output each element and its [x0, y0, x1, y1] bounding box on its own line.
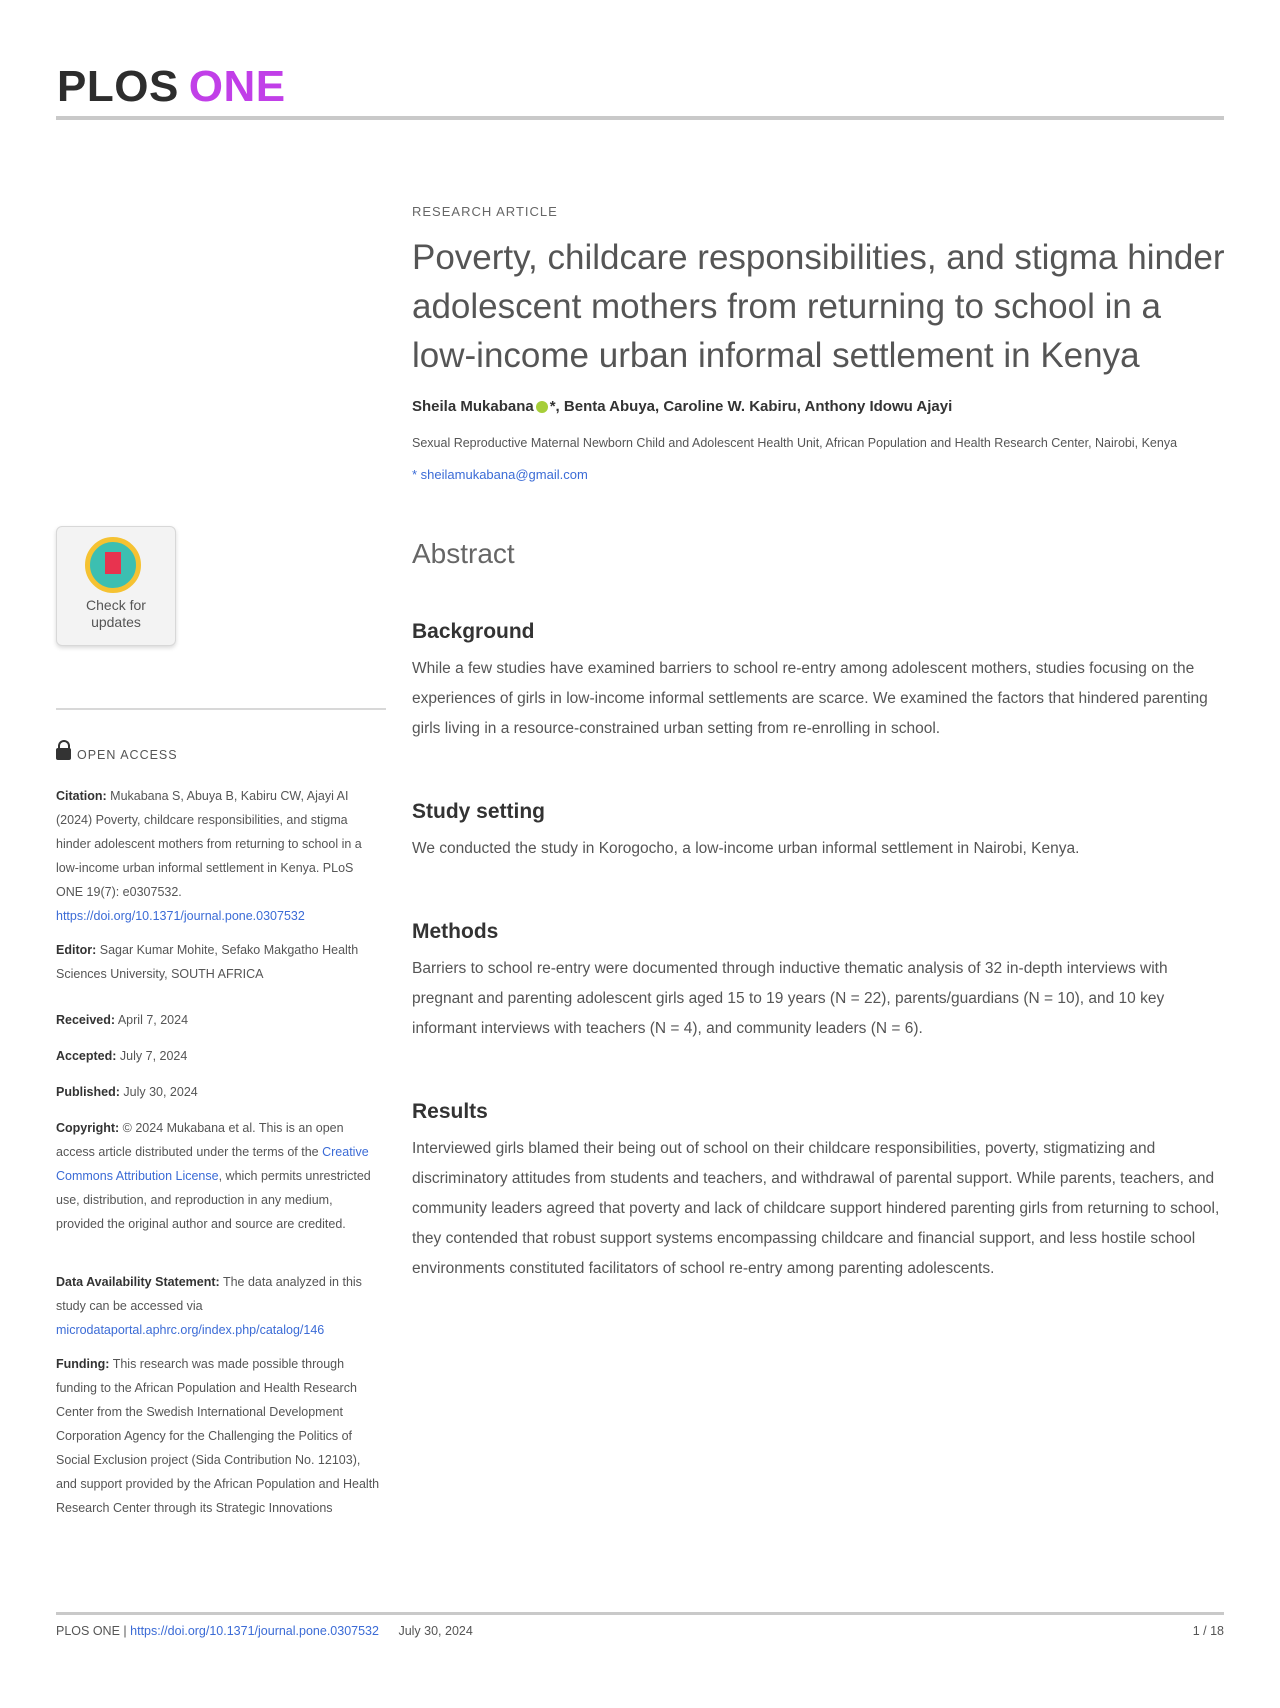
- background-text: While a few studies have examined barriers to school re-entry among adolescent mothers, studies focusing on the experiences of girls in low-income informal settlements are scarce. We examined the factors that hindered parenting girls living in a resource-constrained urban setting from re-enrolling in school.: [412, 660, 1208, 737]
- citation-text: Mukabana S, Abuya B, Kabiru CW, Ajayi AI (2024) Poverty, childcare responsibilities, and stigma hinder adolescent mothers from returning to school in a low-income urban informal settlement in Kenya. PLoS ONE 19(7): e0307532.: [56, 789, 362, 899]
- published-label: Published:: [56, 1085, 120, 1099]
- data-availability-text: The data analyzed in this study can be accessed via: [56, 1275, 362, 1313]
- received-label: Received:: [56, 1013, 116, 1027]
- received-date: April 7, 2024: [115, 1013, 189, 1027]
- data-availability-block: [56, 1270, 382, 1342]
- article-type: RESEARCH ARTICLE: [412, 204, 558, 219]
- abstract-heading: Abstract: [412, 538, 515, 569]
- badge-line2: updates: [91, 614, 141, 630]
- affiliation: Sexual Reproductive Maternal Newborn Child and Adolescent Health Unit, African Population and Health Research Center, Nairobi, Kenya: [412, 436, 1178, 450]
- results-text: Interviewed girls blamed their being out of school on their childcare responsibilities, poverty, stigmatizing and discriminatory attitudes from students and teachers, and withdrawal of parental support. While parents, teachers, and community leaders agreed that poverty and lack of childcare support hindered parenting girls from returning to school, they contended that robust support systems encompassing childcare and financial support, and less hostile school environments constituted facilitators of school re-entry among parenting adolescents.: [412, 1140, 1220, 1277]
- data-portal-link[interactable]: microdataportal.aphrc.org/index.php/catalog/146: [56, 1323, 325, 1337]
- main-column: [412, 200, 1228, 1284]
- setting-section: [412, 800, 1228, 864]
- crossmark-icon: [85, 537, 141, 593]
- page-footer: PLOS ONE | https://doi.org/10.1371/journal.pone.0307532 July 30, 2024 1 / 18: [56, 1624, 1224, 1638]
- setting-text: We conducted the study in Korogocho, a low-income urban informal settlement in Nairobi, Kenya.: [412, 840, 1080, 857]
- corresponding-email-link[interactable]: * sheilamukabana@gmail.com: [412, 467, 588, 482]
- methods-section: [412, 920, 1228, 1044]
- editor-block: [56, 938, 382, 986]
- background-heading: Background: [412, 620, 535, 643]
- data-availability-label: Data Availability Statement:: [56, 1275, 220, 1289]
- methods-heading: Methods: [412, 920, 499, 943]
- citation-doi-link[interactable]: https://doi.org/10.1371/journal.pone.0307532: [56, 909, 305, 923]
- footer-date: July 30, 2024: [398, 1624, 473, 1638]
- open-access-label: [56, 748, 178, 762]
- badge-line1: Check for: [86, 597, 146, 613]
- other-authors: *, Benta Abuya, Caroline W. Kabiru, Anthony Idowu Ajayi: [549, 398, 953, 415]
- license-link[interactable]: Creative Commons Attribution License: [56, 1145, 369, 1183]
- page-number: 1 / 18: [1192, 1624, 1224, 1638]
- funding-label: Funding:: [56, 1357, 110, 1371]
- article-title: Poverty, childcare responsibilities, and stigma hinder adolescent mothers from returning to school in a low-income urban informal settlement in Kenya: [412, 238, 1225, 375]
- copyright-text-2: , which permits unrestricted use, distribution, and reproduction in any medium, provided the original author and source are credited.: [56, 1169, 371, 1231]
- published-block: [56, 1080, 382, 1104]
- open-access-text: OPEN ACCESS: [77, 748, 178, 762]
- footer-doi-link[interactable]: https://doi.org/10.1371/journal.pone.0307532: [130, 1624, 379, 1638]
- funding-text: This research was made possible through funding to the African Population and Health Research Center from the Swedish International Development Corporation Agency for the Challenging the Politics of Social Exclusion project (Sida Contribution No. 12103), and support provided by the African Population and Health Research Center through its Strategic Innovations: [56, 1357, 380, 1515]
- accepted-label: Accepted:: [56, 1049, 117, 1063]
- copyright-text: © 2024 Mukabana et al. This is an open access article distributed under the terms of the: [56, 1121, 344, 1159]
- journal-logo: [57, 62, 286, 112]
- logo-one: ONE: [188, 62, 286, 111]
- editor-label: Editor:: [56, 943, 97, 957]
- accepted-date: July 7, 2024: [116, 1049, 188, 1063]
- check-for-updates-badge[interactable]: [56, 526, 176, 646]
- footer-divider: [56, 1612, 1224, 1615]
- copyright-label: Copyright:: [56, 1121, 120, 1135]
- published-date: July 30, 2024: [119, 1085, 198, 1099]
- header-divider: [56, 116, 1224, 120]
- logo-plos: PLOS: [57, 62, 179, 111]
- footer-journal: PLOS ONE: [56, 1624, 120, 1638]
- copyright-block: [56, 1116, 382, 1236]
- accepted-block: [56, 1044, 382, 1068]
- funding-block: [56, 1352, 382, 1520]
- citation-label: Citation:: [56, 789, 107, 803]
- methods-text: Barriers to school re-entry were documented through inductive thematic analysis of 32 in-depth interviews with pregnant and parenting adolescent girls aged 15 to 19 years (N = 22), parents/guardians (N = 10), and 10 key informant interviews with teachers (N = 4), and community leaders (N = 6).: [412, 960, 1168, 1037]
- orcid-icon[interactable]: [536, 401, 548, 413]
- received-block: [56, 1008, 382, 1032]
- results-section: [412, 1100, 1228, 1284]
- open-lock-icon: [56, 748, 71, 760]
- results-heading: Results: [412, 1100, 488, 1123]
- editor-text: Sagar Kumar Mohite, Sefako Makgatho Health Sciences University, SOUTH AFRICA: [56, 943, 359, 981]
- setting-heading: Study setting: [412, 800, 546, 823]
- author-list: [412, 398, 1228, 415]
- background-section: [412, 620, 1228, 744]
- citation-block: [56, 784, 382, 928]
- first-author[interactable]: Sheila Mukabana: [412, 398, 534, 415]
- sidebar-divider: [56, 708, 386, 710]
